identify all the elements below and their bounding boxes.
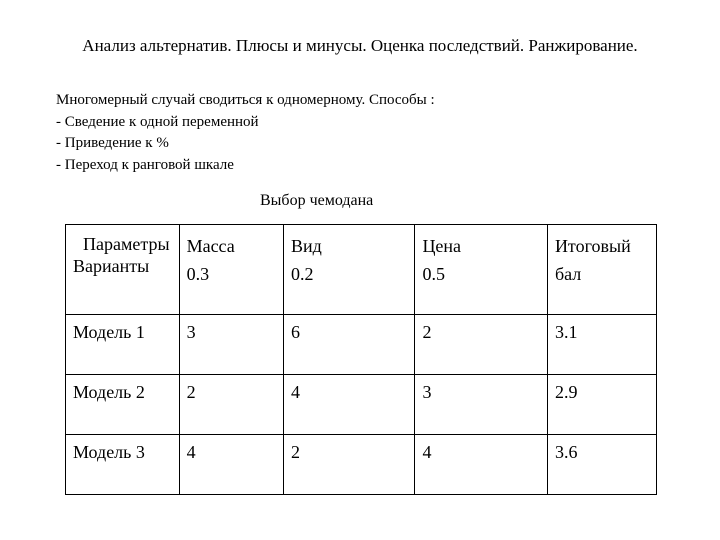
row-label: Модель 2 <box>66 375 180 435</box>
header-cell-price <box>415 225 548 315</box>
table-cell: 6 <box>284 315 415 375</box>
table-cell: 2 <box>284 435 415 495</box>
table-cell: 3.6 <box>547 435 656 495</box>
page-title: Анализ альтернатив. Плюсы и минусы. Оценка последствий. Ранжирование. <box>82 36 638 55</box>
intro-line: - Сведение к одной переменной <box>56 113 259 130</box>
row-label: Модель 1 <box>66 315 180 375</box>
header-name: Масса <box>186 236 235 256</box>
intro-line: - Приведение к % <box>56 135 169 151</box>
table-row <box>66 375 657 435</box>
table-cell: 2.9 <box>547 375 656 435</box>
table-header-row <box>66 225 657 315</box>
header-name: Итоговый <box>554 236 631 256</box>
header-name: Вид <box>291 236 322 256</box>
intro-text <box>56 90 435 176</box>
table-cell: 3 <box>415 375 548 435</box>
corner-parameters-label: Параметры <box>83 234 170 254</box>
intro-line: Многомерный случай сводиться к одномерному. Способы : <box>56 92 435 108</box>
header-weight: бал <box>554 264 582 284</box>
table-row <box>66 315 657 375</box>
comparison-table <box>65 224 657 495</box>
table-cell: 4 <box>415 435 548 495</box>
header-weight: 0.2 <box>291 264 314 284</box>
table-cell: 2 <box>415 315 548 375</box>
table-cell: 3 <box>179 315 283 375</box>
intro-line: - Переход к ранговой шкале <box>56 156 234 173</box>
table-row <box>66 435 657 495</box>
table-cell: 3.1 <box>547 315 656 375</box>
header-name: Цена <box>422 236 462 256</box>
row-label: Модель 3 <box>66 435 180 495</box>
header-weight: 0.5 <box>422 264 445 284</box>
table-cell: 4 <box>284 375 415 435</box>
table-cell: 2 <box>179 375 283 435</box>
header-cell-view <box>284 225 415 315</box>
header-weight: 0.3 <box>186 264 210 284</box>
corner-variants-label: Варианты <box>73 256 150 276</box>
header-corner-cell <box>66 225 180 315</box>
header-cell-total <box>547 225 656 315</box>
table-cell: 4 <box>179 435 283 495</box>
header-cell-mass <box>179 225 283 315</box>
table-caption: Выбор чемодана <box>260 192 374 209</box>
